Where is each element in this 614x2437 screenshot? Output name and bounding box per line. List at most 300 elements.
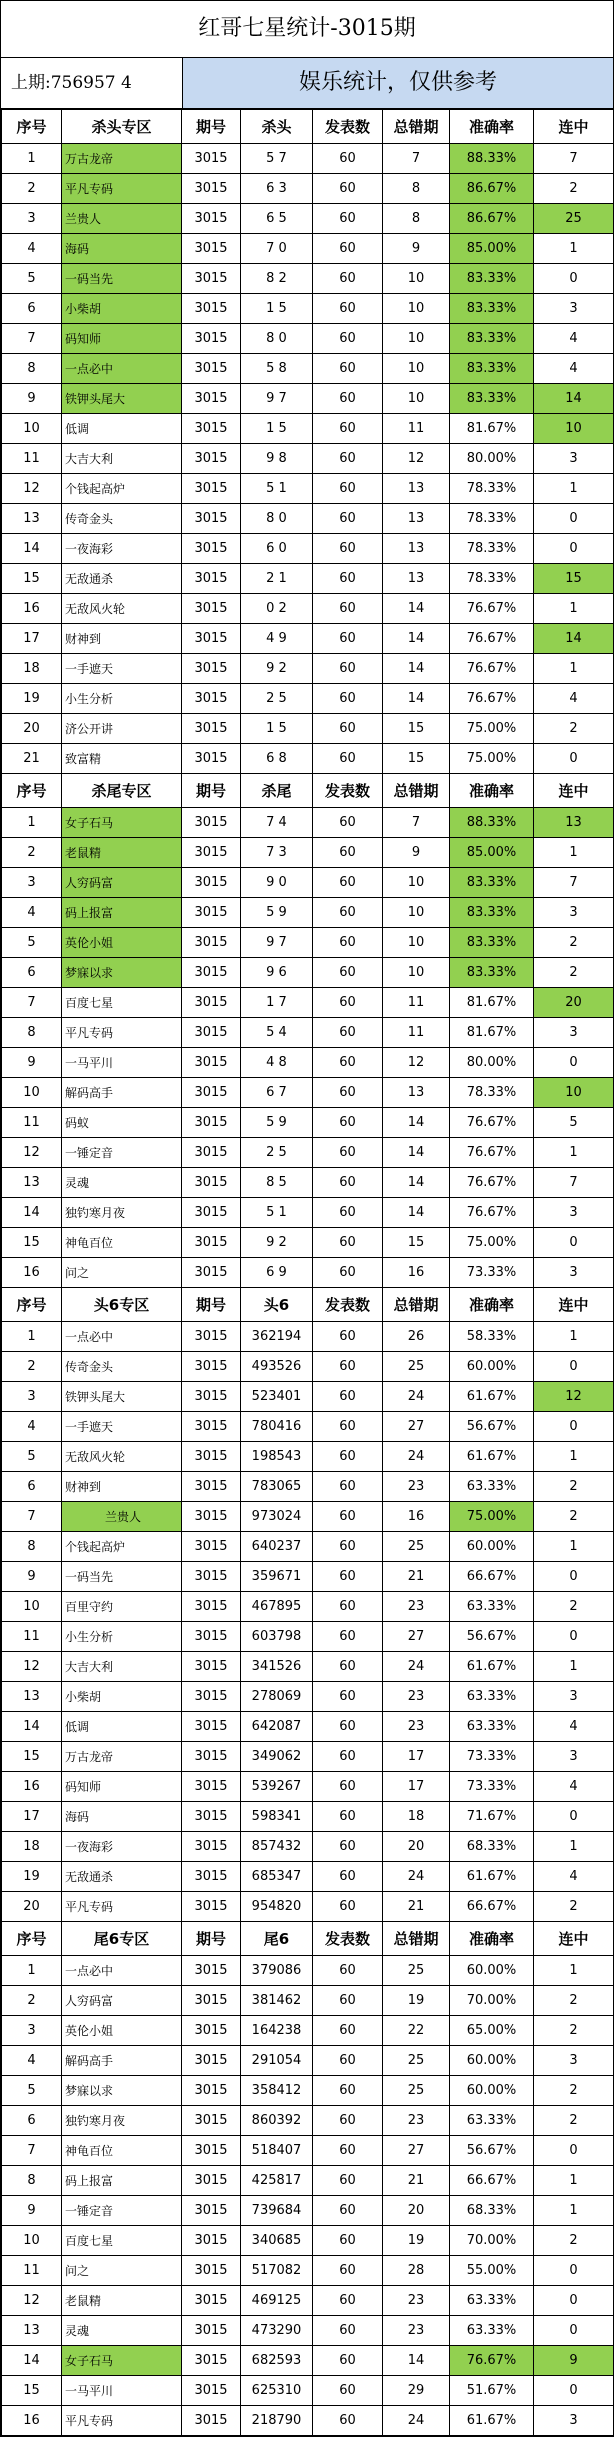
cell-published: 60 bbox=[313, 1862, 383, 1892]
cell-period: 3015 bbox=[182, 928, 241, 958]
cell-index: 21 bbox=[2, 744, 62, 774]
cell-value: 341526 bbox=[241, 1652, 313, 1682]
cell-total-miss: 11 bbox=[383, 1018, 450, 1048]
cell-period: 3015 bbox=[182, 264, 241, 294]
cell-period: 3015 bbox=[182, 808, 241, 838]
cell-period: 3015 bbox=[182, 868, 241, 898]
cell-period: 3015 bbox=[182, 1986, 241, 2016]
cell-published: 60 bbox=[313, 1472, 383, 1502]
cell-period: 3015 bbox=[182, 2286, 241, 2316]
cell-published: 60 bbox=[313, 868, 383, 898]
cell-streak: 4 bbox=[534, 1712, 614, 1742]
cell-streak: 14 bbox=[534, 384, 614, 414]
cell-value: 954820 bbox=[241, 1892, 313, 1922]
cell-published: 60 bbox=[313, 714, 383, 744]
cell-total-miss: 19 bbox=[383, 1986, 450, 2016]
cell-streak: 15 bbox=[534, 564, 614, 594]
cell-published: 60 bbox=[313, 414, 383, 444]
cell-value: 682593 bbox=[241, 2346, 313, 2376]
cell-name: 一点必中 bbox=[62, 1322, 182, 1352]
table-row bbox=[2, 2046, 614, 2076]
cell-streak: 2 bbox=[534, 1502, 614, 1532]
cell-period: 3015 bbox=[182, 354, 241, 384]
cell-streak: 2 bbox=[534, 1472, 614, 1502]
cell-accuracy: 61.67% bbox=[450, 1442, 534, 1472]
cell-published: 60 bbox=[313, 958, 383, 988]
cell-index: 6 bbox=[2, 958, 62, 988]
cell-index: 1 bbox=[2, 1956, 62, 1986]
cell-total-miss: 25 bbox=[383, 1352, 450, 1382]
cell-published: 60 bbox=[313, 1832, 383, 1862]
cell-index: 10 bbox=[2, 1078, 62, 1108]
cell-accuracy: 63.33% bbox=[450, 1712, 534, 1742]
table-row bbox=[2, 414, 614, 444]
cell-index: 17 bbox=[2, 624, 62, 654]
header-period: 期号 bbox=[182, 110, 241, 144]
cell-published: 60 bbox=[313, 2136, 383, 2166]
cell-published: 60 bbox=[313, 2166, 383, 2196]
cell-published: 60 bbox=[313, 354, 383, 384]
cell-period: 3015 bbox=[182, 1352, 241, 1382]
cell-published: 60 bbox=[313, 744, 383, 774]
cell-streak: 1 bbox=[534, 594, 614, 624]
cell-streak: 3 bbox=[534, 1198, 614, 1228]
cell-published: 60 bbox=[313, 1622, 383, 1652]
cell-index: 1 bbox=[2, 1322, 62, 1352]
cell-period: 3015 bbox=[182, 1532, 241, 1562]
cell-accuracy: 60.00% bbox=[450, 1956, 534, 1986]
header-total-miss: 总错期 bbox=[383, 110, 450, 144]
table-row bbox=[2, 808, 614, 838]
cell-accuracy: 76.67% bbox=[450, 654, 534, 684]
cell-name: 神龟百位 bbox=[62, 2136, 182, 2166]
cell-index: 15 bbox=[2, 1742, 62, 1772]
cell-published: 60 bbox=[313, 1682, 383, 1712]
table-row bbox=[2, 1138, 614, 1168]
cell-total-miss: 14 bbox=[383, 594, 450, 624]
cell-accuracy: 83.33% bbox=[450, 898, 534, 928]
cell-period: 3015 bbox=[182, 2226, 241, 2256]
cell-total-miss: 23 bbox=[383, 1712, 450, 1742]
cell-value: 4 8 bbox=[241, 1048, 313, 1078]
cell-total-miss: 17 bbox=[383, 1742, 450, 1772]
cell-total-miss: 24 bbox=[383, 1862, 450, 1892]
cell-index: 2 bbox=[2, 838, 62, 868]
cell-total-miss: 13 bbox=[383, 1078, 450, 1108]
cell-name: 问之 bbox=[62, 1258, 182, 1288]
header-streak: 连中 bbox=[534, 774, 614, 808]
table-row bbox=[2, 474, 614, 504]
table-row bbox=[2, 1322, 614, 1352]
cell-total-miss: 16 bbox=[383, 1258, 450, 1288]
table-row bbox=[2, 1382, 614, 1412]
cell-streak: 0 bbox=[534, 1562, 614, 1592]
cell-value: 198543 bbox=[241, 1442, 313, 1472]
cell-streak: 13 bbox=[534, 808, 614, 838]
cell-value: 362194 bbox=[241, 1322, 313, 1352]
table-row bbox=[2, 354, 614, 384]
cell-value: 7 0 bbox=[241, 234, 313, 264]
cell-published: 60 bbox=[313, 2106, 383, 2136]
cell-published: 60 bbox=[313, 988, 383, 1018]
cell-total-miss: 7 bbox=[383, 808, 450, 838]
cell-accuracy: 81.67% bbox=[450, 1018, 534, 1048]
cell-streak: 1 bbox=[534, 1956, 614, 1986]
cell-period: 3015 bbox=[182, 2316, 241, 2346]
table-row bbox=[2, 1622, 614, 1652]
cell-name: 一手遮天 bbox=[62, 1412, 182, 1442]
cell-value: 9 2 bbox=[241, 1228, 313, 1258]
cell-value: 8 0 bbox=[241, 324, 313, 354]
cell-value: 9 2 bbox=[241, 654, 313, 684]
cell-streak: 0 bbox=[534, 744, 614, 774]
cell-accuracy: 61.67% bbox=[450, 1382, 534, 1412]
table-row bbox=[2, 988, 614, 1018]
cell-index: 15 bbox=[2, 2376, 62, 2406]
cell-streak: 3 bbox=[534, 2046, 614, 2076]
cell-value: 6 8 bbox=[241, 744, 313, 774]
table-row bbox=[2, 1442, 614, 1472]
table-row bbox=[2, 234, 614, 264]
cell-total-miss: 26 bbox=[383, 1322, 450, 1352]
cell-index: 14 bbox=[2, 1198, 62, 1228]
cell-published: 60 bbox=[313, 234, 383, 264]
cell-name: 梦寐以求 bbox=[62, 2076, 182, 2106]
cell-period: 3015 bbox=[182, 684, 241, 714]
cell-streak: 1 bbox=[534, 1138, 614, 1168]
cell-name: 一手遮天 bbox=[62, 654, 182, 684]
cell-streak: 2 bbox=[534, 1592, 614, 1622]
cell-name: 老鼠精 bbox=[62, 838, 182, 868]
header-index: 序号 bbox=[2, 1922, 62, 1956]
cell-published: 60 bbox=[313, 2196, 383, 2226]
cell-index: 9 bbox=[2, 1048, 62, 1078]
header-name: 头6专区 bbox=[62, 1288, 182, 1322]
cell-published: 60 bbox=[313, 384, 383, 414]
cell-streak: 10 bbox=[534, 1078, 614, 1108]
cell-index: 12 bbox=[2, 2286, 62, 2316]
cell-index: 19 bbox=[2, 684, 62, 714]
cell-accuracy: 83.33% bbox=[450, 264, 534, 294]
cell-index: 19 bbox=[2, 1862, 62, 1892]
cell-published: 60 bbox=[313, 1048, 383, 1078]
cell-accuracy: 83.33% bbox=[450, 384, 534, 414]
cell-accuracy: 76.67% bbox=[450, 1138, 534, 1168]
cell-accuracy: 55.00% bbox=[450, 2256, 534, 2286]
cell-streak: 2 bbox=[534, 2016, 614, 2046]
cell-accuracy: 83.33% bbox=[450, 868, 534, 898]
table-row bbox=[2, 594, 614, 624]
cell-total-miss: 23 bbox=[383, 2106, 450, 2136]
cell-published: 60 bbox=[313, 1108, 383, 1138]
cell-total-miss: 25 bbox=[383, 1532, 450, 1562]
cell-index: 2 bbox=[2, 174, 62, 204]
cell-published: 60 bbox=[313, 2346, 383, 2376]
cell-name: 平凡专码 bbox=[62, 1892, 182, 1922]
cell-period: 3015 bbox=[182, 624, 241, 654]
cell-streak: 4 bbox=[534, 1772, 614, 1802]
cell-total-miss: 10 bbox=[383, 898, 450, 928]
header-period: 期号 bbox=[182, 774, 241, 808]
table-row bbox=[2, 684, 614, 714]
header-total-miss: 总错期 bbox=[383, 774, 450, 808]
cell-period: 3015 bbox=[182, 1168, 241, 1198]
table-row bbox=[2, 444, 614, 474]
cell-streak: 1 bbox=[534, 838, 614, 868]
cell-streak: 10 bbox=[534, 414, 614, 444]
cell-streak: 7 bbox=[534, 1168, 614, 1198]
cell-period: 3015 bbox=[182, 1198, 241, 1228]
cell-published: 60 bbox=[313, 1562, 383, 1592]
cell-streak: 1 bbox=[534, 1652, 614, 1682]
cell-index: 10 bbox=[2, 2226, 62, 2256]
cell-published: 60 bbox=[313, 1168, 383, 1198]
cell-published: 60 bbox=[313, 1322, 383, 1352]
cell-streak: 4 bbox=[534, 324, 614, 354]
cell-name: 解码高手 bbox=[62, 1078, 182, 1108]
cell-streak: 3 bbox=[534, 294, 614, 324]
cell-index: 13 bbox=[2, 1168, 62, 1198]
cell-name: 问之 bbox=[62, 2256, 182, 2286]
cell-name: 百度七星 bbox=[62, 988, 182, 1018]
cell-name: 梦寐以求 bbox=[62, 958, 182, 988]
cell-period: 3015 bbox=[182, 1712, 241, 1742]
cell-index: 4 bbox=[2, 2046, 62, 2076]
cell-index: 15 bbox=[2, 1228, 62, 1258]
cell-period: 3015 bbox=[182, 294, 241, 324]
cell-streak: 7 bbox=[534, 868, 614, 898]
cell-value: 9 7 bbox=[241, 384, 313, 414]
table-row bbox=[2, 1986, 614, 2016]
cell-index: 7 bbox=[2, 988, 62, 1018]
cell-index: 10 bbox=[2, 414, 62, 444]
cell-index: 14 bbox=[2, 2346, 62, 2376]
cell-streak: 2 bbox=[534, 958, 614, 988]
header-accuracy: 准确率 bbox=[450, 1288, 534, 1322]
cell-total-miss: 10 bbox=[383, 264, 450, 294]
cell-streak: 2 bbox=[534, 1986, 614, 2016]
cell-name: 无敌通杀 bbox=[62, 1862, 182, 1892]
cell-total-miss: 28 bbox=[383, 2256, 450, 2286]
cell-total-miss: 25 bbox=[383, 2076, 450, 2106]
cell-accuracy: 66.67% bbox=[450, 2166, 534, 2196]
cell-name: 人穷码富 bbox=[62, 868, 182, 898]
cell-published: 60 bbox=[313, 1712, 383, 1742]
cell-name: 万古龙帝 bbox=[62, 1742, 182, 1772]
cell-published: 60 bbox=[313, 294, 383, 324]
table-row bbox=[2, 2016, 614, 2046]
cell-accuracy: 51.67% bbox=[450, 2376, 534, 2406]
cell-accuracy: 85.00% bbox=[450, 838, 534, 868]
cell-name: 码蚁 bbox=[62, 1108, 182, 1138]
cell-accuracy: 76.67% bbox=[450, 1198, 534, 1228]
cell-published: 60 bbox=[313, 1412, 383, 1442]
cell-period: 3015 bbox=[182, 444, 241, 474]
cell-accuracy: 76.67% bbox=[450, 1108, 534, 1138]
cell-name: 小生分析 bbox=[62, 1622, 182, 1652]
cell-streak: 20 bbox=[534, 988, 614, 1018]
cell-value: 340685 bbox=[241, 2226, 313, 2256]
header-index: 序号 bbox=[2, 110, 62, 144]
cell-period: 3015 bbox=[182, 1652, 241, 1682]
cell-period: 3015 bbox=[182, 1802, 241, 1832]
cell-streak: 1 bbox=[534, 1832, 614, 1862]
cell-name: 济公开讲 bbox=[62, 714, 182, 744]
cell-period: 3015 bbox=[182, 1078, 241, 1108]
cell-total-miss: 14 bbox=[383, 1198, 450, 1228]
cell-published: 60 bbox=[313, 2376, 383, 2406]
cell-accuracy: 60.00% bbox=[450, 1532, 534, 1562]
cell-name: 百里守约 bbox=[62, 1592, 182, 1622]
cell-period: 3015 bbox=[182, 1382, 241, 1412]
cell-accuracy: 80.00% bbox=[450, 1048, 534, 1078]
header-index: 序号 bbox=[2, 774, 62, 808]
cell-index: 1 bbox=[2, 144, 62, 174]
cell-period: 3015 bbox=[182, 2376, 241, 2406]
cell-total-miss: 23 bbox=[383, 1682, 450, 1712]
cell-index: 18 bbox=[2, 654, 62, 684]
cell-index: 4 bbox=[2, 1412, 62, 1442]
cell-period: 3015 bbox=[182, 654, 241, 684]
cell-published: 60 bbox=[313, 898, 383, 928]
cell-accuracy: 76.67% bbox=[450, 1168, 534, 1198]
cell-published: 60 bbox=[313, 474, 383, 504]
cell-name: 一马平川 bbox=[62, 1048, 182, 1078]
cell-accuracy: 85.00% bbox=[450, 234, 534, 264]
cell-period: 3015 bbox=[182, 1322, 241, 1352]
cell-value: 9 0 bbox=[241, 868, 313, 898]
cell-index: 3 bbox=[2, 2016, 62, 2046]
cell-published: 60 bbox=[313, 204, 383, 234]
cell-streak: 1 bbox=[534, 1322, 614, 1352]
cell-accuracy: 63.33% bbox=[450, 1472, 534, 1502]
table-row bbox=[2, 1742, 614, 1772]
cell-published: 60 bbox=[313, 144, 383, 174]
cell-accuracy: 70.00% bbox=[450, 2226, 534, 2256]
cell-published: 60 bbox=[313, 1228, 383, 1258]
cell-value: 6 5 bbox=[241, 204, 313, 234]
cell-index: 12 bbox=[2, 474, 62, 504]
table-row bbox=[2, 1258, 614, 1288]
cell-index: 5 bbox=[2, 2076, 62, 2106]
cell-published: 60 bbox=[313, 594, 383, 624]
cell-accuracy: 83.33% bbox=[450, 324, 534, 354]
cell-total-miss: 9 bbox=[383, 838, 450, 868]
cell-accuracy: 60.00% bbox=[450, 2046, 534, 2076]
cell-total-miss: 10 bbox=[383, 354, 450, 384]
table-row bbox=[2, 1956, 614, 1986]
cell-index: 5 bbox=[2, 1442, 62, 1472]
table-row bbox=[2, 2406, 614, 2436]
cell-total-miss: 22 bbox=[383, 2016, 450, 2046]
cell-total-miss: 15 bbox=[383, 714, 450, 744]
cell-published: 60 bbox=[313, 174, 383, 204]
table-row bbox=[2, 1108, 614, 1138]
cell-index: 7 bbox=[2, 324, 62, 354]
cell-index: 14 bbox=[2, 534, 62, 564]
cell-name: 码上报富 bbox=[62, 898, 182, 928]
cell-published: 60 bbox=[313, 264, 383, 294]
cell-name: 平凡专码 bbox=[62, 2406, 182, 2436]
cell-name: 英伦小姐 bbox=[62, 2016, 182, 2046]
cell-index: 12 bbox=[2, 1138, 62, 1168]
cell-value: 598341 bbox=[241, 1802, 313, 1832]
cell-value: 358412 bbox=[241, 2076, 313, 2106]
header-streak: 连中 bbox=[534, 1288, 614, 1322]
cell-accuracy: 63.33% bbox=[450, 1592, 534, 1622]
cell-streak: 1 bbox=[534, 2166, 614, 2196]
cell-accuracy: 76.67% bbox=[450, 594, 534, 624]
cell-published: 60 bbox=[313, 564, 383, 594]
cell-period: 3015 bbox=[182, 204, 241, 234]
cell-index: 8 bbox=[2, 1532, 62, 1562]
table-row bbox=[2, 1228, 614, 1258]
table-row bbox=[2, 1892, 614, 1922]
table-row bbox=[2, 1198, 614, 1228]
cell-published: 60 bbox=[313, 1742, 383, 1772]
cell-total-miss: 7 bbox=[383, 144, 450, 174]
cell-total-miss: 23 bbox=[383, 2286, 450, 2316]
table-row bbox=[2, 2136, 614, 2166]
cell-total-miss: 18 bbox=[383, 1802, 450, 1832]
cell-published: 60 bbox=[313, 1892, 383, 1922]
cell-value: 379086 bbox=[241, 1956, 313, 1986]
cell-value: 381462 bbox=[241, 1986, 313, 2016]
header-total-miss: 总错期 bbox=[383, 1922, 450, 1956]
cell-published: 60 bbox=[313, 1258, 383, 1288]
cell-accuracy: 63.33% bbox=[450, 2106, 534, 2136]
cell-value: 4 9 bbox=[241, 624, 313, 654]
table-row bbox=[2, 174, 614, 204]
cell-name: 一点必中 bbox=[62, 1956, 182, 1986]
table-row bbox=[2, 1502, 614, 1532]
cell-value: 603798 bbox=[241, 1622, 313, 1652]
cell-published: 60 bbox=[313, 1198, 383, 1228]
header-published: 发表数 bbox=[313, 1922, 383, 1956]
cell-accuracy: 78.33% bbox=[450, 504, 534, 534]
cell-streak: 3 bbox=[534, 898, 614, 928]
cell-published: 60 bbox=[313, 1078, 383, 1108]
header-published: 发表数 bbox=[313, 110, 383, 144]
cell-streak: 1 bbox=[534, 1532, 614, 1562]
table-row bbox=[2, 868, 614, 898]
cell-value: 625310 bbox=[241, 2376, 313, 2406]
cell-streak: 0 bbox=[534, 1048, 614, 1078]
cell-total-miss: 25 bbox=[383, 1956, 450, 1986]
cell-streak: 0 bbox=[534, 1352, 614, 1382]
cell-streak: 1 bbox=[534, 474, 614, 504]
table-row bbox=[2, 384, 614, 414]
cell-name: 码上报富 bbox=[62, 2166, 182, 2196]
cell-accuracy: 56.67% bbox=[450, 1412, 534, 1442]
cell-period: 3015 bbox=[182, 1502, 241, 1532]
cell-accuracy: 61.67% bbox=[450, 1862, 534, 1892]
cell-value: 5 7 bbox=[241, 144, 313, 174]
cell-index: 2 bbox=[2, 1352, 62, 1382]
cell-index: 7 bbox=[2, 1502, 62, 1532]
cell-period: 3015 bbox=[182, 1622, 241, 1652]
cell-accuracy: 88.33% bbox=[450, 808, 534, 838]
cell-total-miss: 11 bbox=[383, 988, 450, 1018]
cell-value: 278069 bbox=[241, 1682, 313, 1712]
cell-period: 3015 bbox=[182, 2046, 241, 2076]
cell-index: 13 bbox=[2, 2316, 62, 2346]
cell-period: 3015 bbox=[182, 564, 241, 594]
cell-total-miss: 14 bbox=[383, 654, 450, 684]
cell-index: 8 bbox=[2, 354, 62, 384]
cell-period: 3015 bbox=[182, 474, 241, 504]
cell-published: 60 bbox=[313, 1018, 383, 1048]
